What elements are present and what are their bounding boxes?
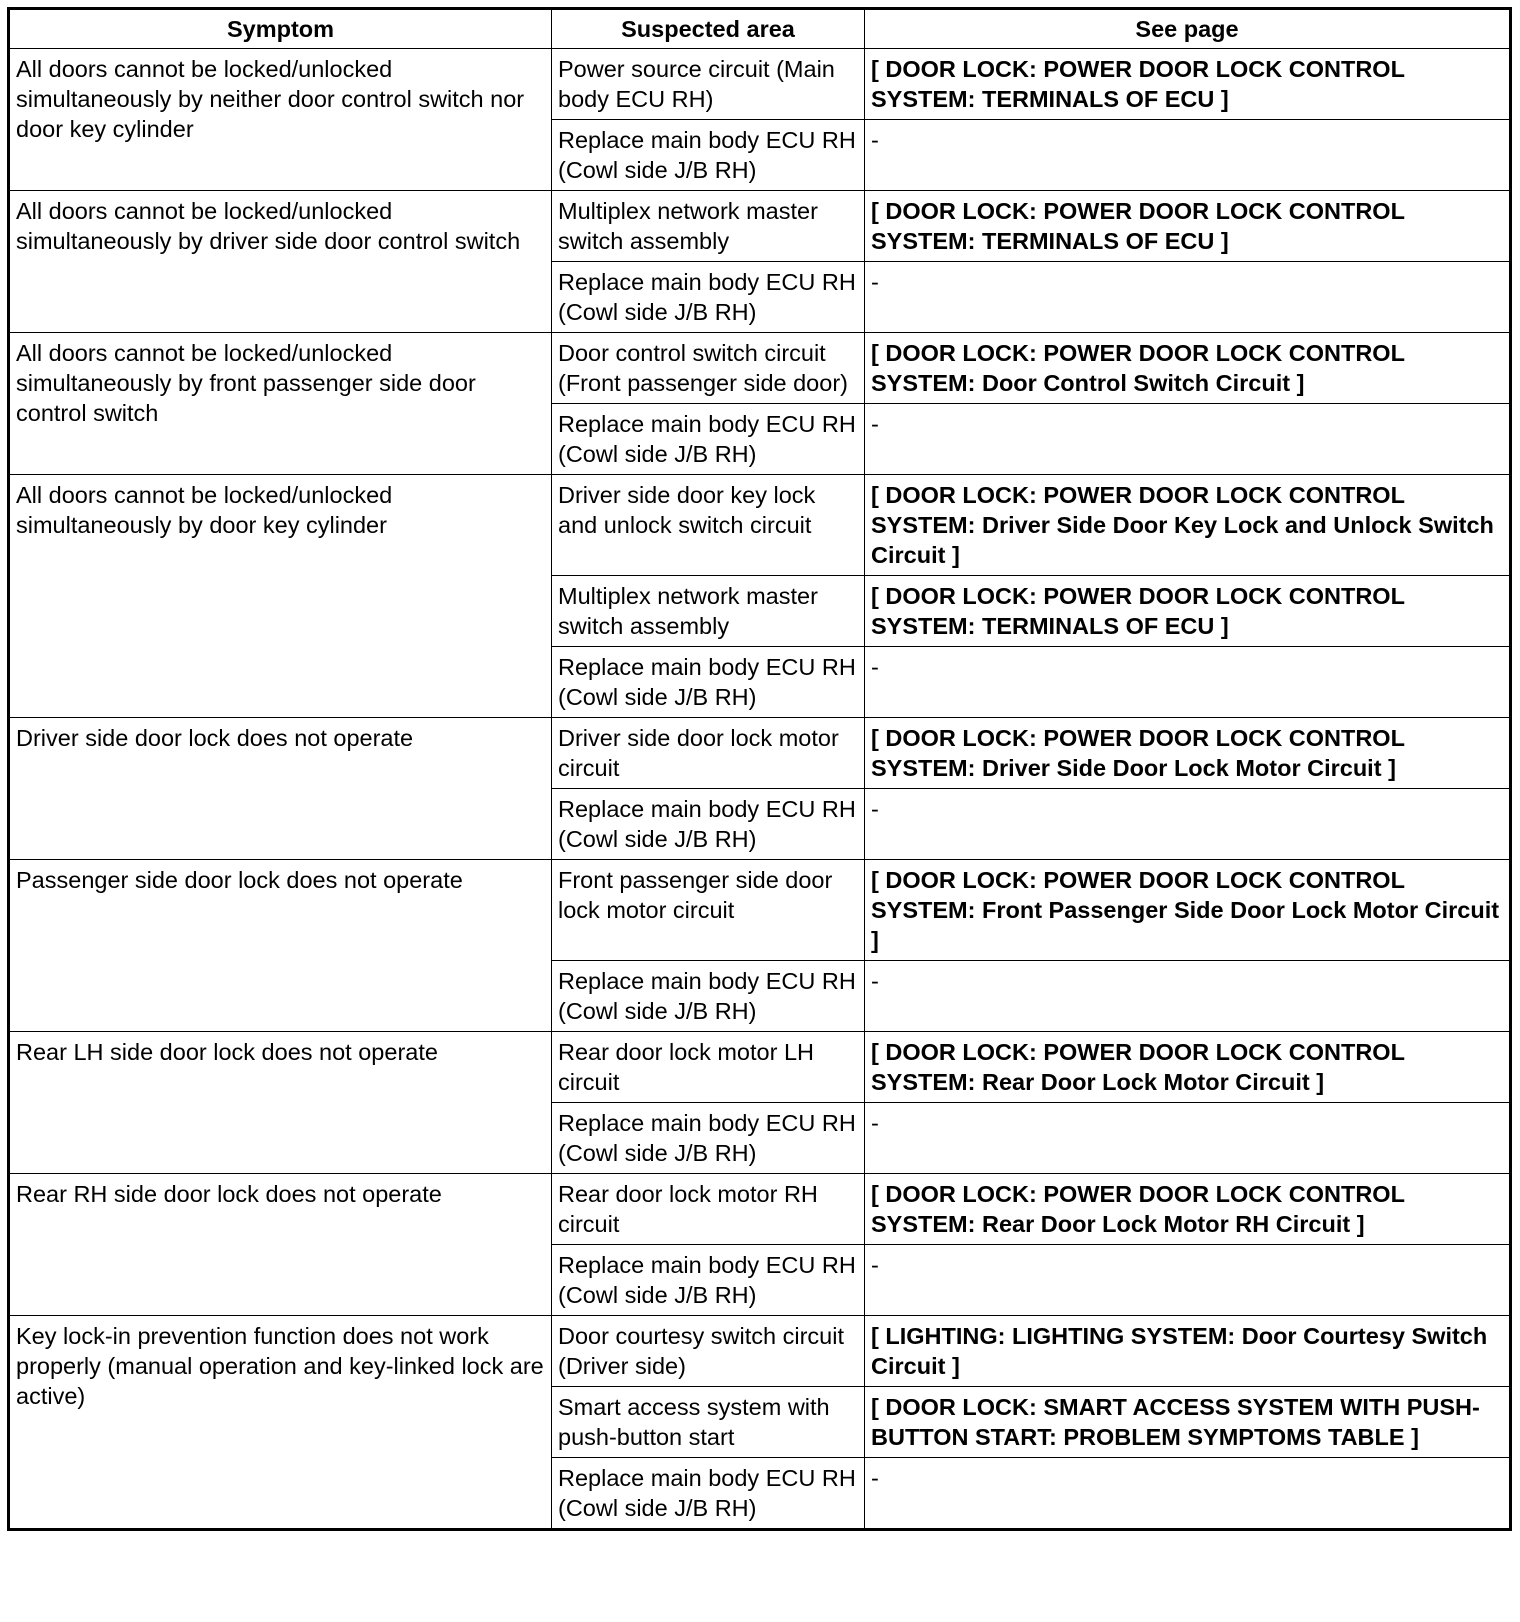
table-header [9, 9, 1511, 49]
see-page-reference-link[interactable]: [ DOOR LOCK: POWER DOOR LOCK CONTROL SYSTEM: Rear Door Lock Motor RH Circuit ] [865, 1174, 1511, 1245]
see-page-reference-link[interactable]: [ DOOR LOCK: POWER DOOR LOCK CONTROL SYSTEM: Rear Door Lock Motor Circuit ] [865, 1032, 1511, 1103]
see-page-reference-link[interactable]: [ LIGHTING: LIGHTING SYSTEM: Door Courtesy Switch Circuit ] [865, 1316, 1511, 1387]
see-page-empty-cell: - [865, 789, 1511, 860]
see-page-reference-link[interactable]: [ DOOR LOCK: SMART ACCESS SYSTEM WITH PUSH-BUTTON START: PROBLEM SYMPTOMS TABLE ] [865, 1387, 1511, 1458]
table-row [9, 1032, 1511, 1103]
suspected-area-cell: Power source circuit (Main body ECU RH) [552, 49, 865, 120]
header-suspected-area: Suspected area [552, 9, 865, 49]
see-page-reference-link[interactable]: [ DOOR LOCK: POWER DOOR LOCK CONTROL SYSTEM: Driver Side Door Lock Motor Circuit ] [865, 718, 1511, 789]
suspected-area-cell: Replace main body ECU RH (Cowl side J/B RH) [552, 120, 865, 191]
symptom-cell: Rear RH side door lock does not operate [9, 1174, 552, 1316]
suspected-area-cell: Multiplex network master switch assembly [552, 191, 865, 262]
suspected-area-cell: Replace main body ECU RH (Cowl side J/B RH) [552, 1103, 865, 1174]
see-page-empty-cell: - [865, 120, 1511, 191]
suspected-area-cell: Smart access system with push-button start [552, 1387, 865, 1458]
suspected-area-cell: Replace main body ECU RH (Cowl side J/B RH) [552, 262, 865, 333]
symptom-cell: All doors cannot be locked/unlocked simultaneously by driver side door control switch [9, 191, 552, 333]
suspected-area-cell: Door courtesy switch circuit (Driver side) [552, 1316, 865, 1387]
see-page-reference-link[interactable]: [ DOOR LOCK: POWER DOOR LOCK CONTROL SYSTEM: Front Passenger Side Door Lock Motor Circuit ] [865, 860, 1511, 961]
see-page-empty-cell: - [865, 961, 1511, 1032]
table-row [9, 333, 1511, 404]
suspected-area-cell: Replace main body ECU RH (Cowl side J/B RH) [552, 1245, 865, 1316]
table-row [9, 49, 1511, 120]
problem-symptoms-table [7, 7, 1512, 1531]
header-row [9, 9, 1511, 49]
symptom-cell: All doors cannot be locked/unlocked simultaneously by neither door control switch nor door key cylinder [9, 49, 552, 191]
suspected-area-cell: Front passenger side door lock motor circuit [552, 860, 865, 961]
symptom-cell: Key lock-in prevention function does not work properly (manual operation and key-linked lock are active) [9, 1316, 552, 1530]
table-row [9, 860, 1511, 961]
see-page-empty-cell: - [865, 262, 1511, 333]
header-see-page: See page [865, 9, 1511, 49]
suspected-area-cell: Rear door lock motor LH circuit [552, 1032, 865, 1103]
see-page-reference-link[interactable]: [ DOOR LOCK: POWER DOOR LOCK CONTROL SYSTEM: Door Control Switch Circuit ] [865, 333, 1511, 404]
see-page-reference-link[interactable]: [ DOOR LOCK: POWER DOOR LOCK CONTROL SYSTEM: TERMINALS OF ECU ] [865, 576, 1511, 647]
suspected-area-cell: Door control switch circuit (Front passenger side door) [552, 333, 865, 404]
symptom-cell: Rear LH side door lock does not operate [9, 1032, 552, 1174]
see-page-reference-link[interactable]: [ DOOR LOCK: POWER DOOR LOCK CONTROL SYSTEM: TERMINALS OF ECU ] [865, 191, 1511, 262]
symptom-cell: Driver side door lock does not operate [9, 718, 552, 860]
table-row [9, 718, 1511, 789]
table-row [9, 1174, 1511, 1245]
suspected-area-cell: Replace main body ECU RH (Cowl side J/B RH) [552, 789, 865, 860]
see-page-empty-cell: - [865, 1103, 1511, 1174]
table-row [9, 475, 1511, 576]
suspected-area-cell: Replace main body ECU RH (Cowl side J/B RH) [552, 647, 865, 718]
see-page-reference-link[interactable]: [ DOOR LOCK: POWER DOOR LOCK CONTROL SYSTEM: TERMINALS OF ECU ] [865, 49, 1511, 120]
see-page-empty-cell: - [865, 1245, 1511, 1316]
symptom-cell: Passenger side door lock does not operate [9, 860, 552, 1032]
see-page-reference-link[interactable]: [ DOOR LOCK: POWER DOOR LOCK CONTROL SYSTEM: Driver Side Door Key Lock and Unlock Switch Circuit ] [865, 475, 1511, 576]
suspected-area-cell: Replace main body ECU RH (Cowl side J/B RH) [552, 961, 865, 1032]
suspected-area-cell: Rear door lock motor RH circuit [552, 1174, 865, 1245]
suspected-area-cell: Driver side door lock motor circuit [552, 718, 865, 789]
suspected-area-cell: Replace main body ECU RH (Cowl side J/B RH) [552, 404, 865, 475]
symptom-cell: All doors cannot be locked/unlocked simultaneously by front passenger side door control switch [9, 333, 552, 475]
see-page-empty-cell: - [865, 647, 1511, 718]
suspected-area-cell: Multiplex network master switch assembly [552, 576, 865, 647]
see-page-empty-cell: - [865, 404, 1511, 475]
suspected-area-cell: Driver side door key lock and unlock switch circuit [552, 475, 865, 576]
suspected-area-cell: Replace main body ECU RH (Cowl side J/B RH) [552, 1458, 865, 1530]
symptom-cell: All doors cannot be locked/unlocked simultaneously by door key cylinder [9, 475, 552, 718]
see-page-empty-cell: - [865, 1458, 1511, 1530]
table-row [9, 1316, 1511, 1387]
header-symptom: Symptom [9, 9, 552, 49]
table-row [9, 191, 1511, 262]
table-body [9, 49, 1511, 1530]
